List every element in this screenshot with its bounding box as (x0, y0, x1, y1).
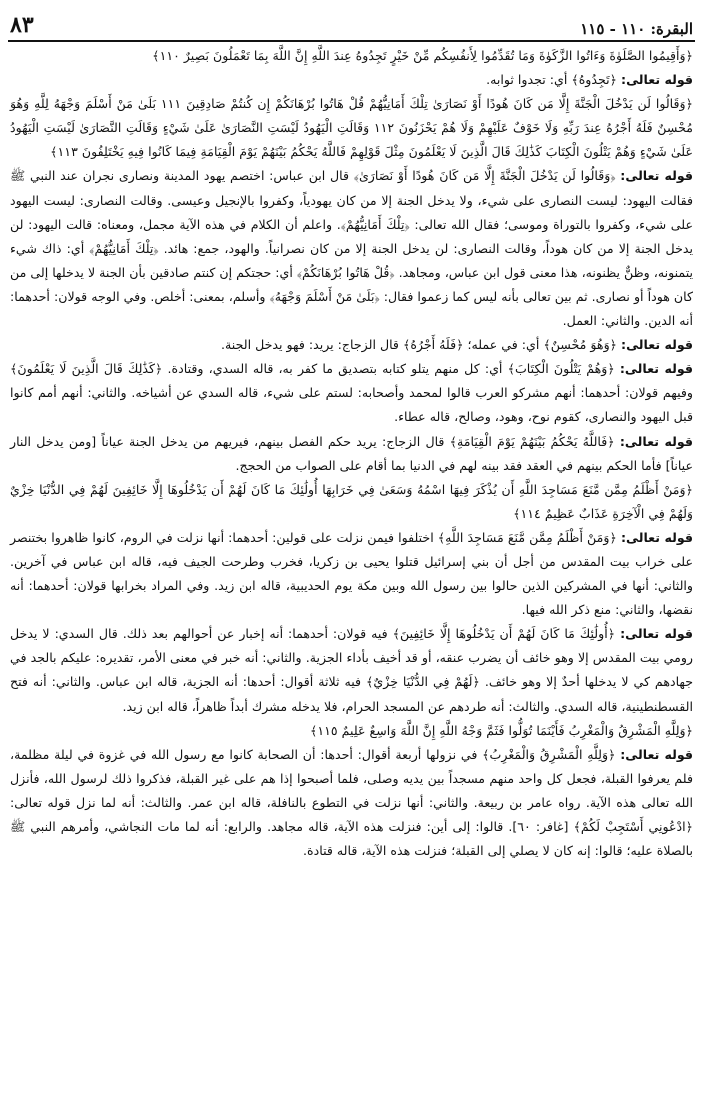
page-number: ٨٣ (10, 12, 34, 38)
running-title: البقرة: ١١٠ - ١١٥ (580, 20, 693, 38)
commentary-text: ﴿وَهُوَ مُحْسِنٌ﴾ أي: في عمله؛ ﴿فَلَهُ أَجْرُهُ﴾ قال الزجاج: يريد: فهو يدخل الجنة. (221, 337, 622, 353)
commentary-text: ﴿أُولَٰئِكَ مَا كَانَ لَهُمْ أَن يَدْخُلُوهَا إِلَّا خَائِفِينَ﴾ فيه قولان: أحدهما: أنه إخبار عن أحوالهم بعد ذلك. قال السدي: لا يدخل رومي بيت المقدس إلا وهو خائف أن يضرب عنقه، أو قد أخيف بأداء الجزية. والثاني: أنه خبر في معنى الأمر، تقديره: عليكم بالجد في جهادهم كي لا يدخلها أحدٌ إلا وهو خائف. ﴿لَهُمْ فِي الدُّنْيَا خِزْيٌ﴾ فيه ثلاثة أقوال: أحدها: أنه الجزية، قاله ابن عباس. والثاني: أنه فتح القسطنطينية، قاله السدي. والثالث: أنه طردهم عن المسجد الحرام، فلا يدخله مشرك أبداً ظاهراً، قاله ابن زيد. (10, 626, 693, 714)
quran-verse-block (10, 719, 693, 743)
quran-verse-block (10, 92, 693, 164)
commentary-paragraph (10, 357, 693, 429)
commentary-label: قوله تعالى: (619, 361, 693, 377)
verse-text: ﴿وَأَقِيمُوا الصَّلَوٰةَ وَءَاتُوا الزَّكَوٰةَ وَمَا تُقَدِّمُوا لِأَنفُسِكُم مِّنْ خَيْرٍ تَجِدُوهُ عِندَ اللَّهِ إِنَّ اللَّهَ بِمَا تَعْمَلُونَ بَصِيرٌ ١١٠﴾ (152, 48, 693, 63)
commentary-label: قوله تعالى: (619, 433, 693, 449)
commentary-paragraph (10, 622, 693, 718)
commentary-paragraph (10, 430, 693, 478)
commentary-text: ﴿وَمَنْ أَظْلَمُ مِمَّن مَّنَعَ مَسَاجِدَ اللَّهِ﴾ اختلفوا فيمن نزلت على قولين: أحدهما: أنها نزلت في الروم، كانوا ظاهروا بختنصر على خراب بيت المقدس من أجل أن بني إسرائيل قتلوا يحيى بن زكريا، فخرب وطرحت الجيف فيه، قاله ابن عباس في آخرين. والثاني: أنها في المشركين الذين حالوا بين رسول الله وبين مكة يوم الحديبية، قاله ابن زيد. وفي المراد بخرابها قولان: أحدهما: أنه نقضها، والثاني: منع ذكر الله فيها. (10, 529, 693, 618)
commentary-paragraph (10, 68, 693, 92)
commentary-text: ﴿وَقَالُوا لَن يَدْخُلَ الْجَنَّةَ إِلَّا مَن كَانَ هُودًا أَوْ نَصَارَىٰ﴾ قال ابن عباس: اختصم يهود المدينة ونصارى نجران عند النبي ﷺ فقالت اليهود: ليست النصارى على شيء، ولا يدخل الجنة إلا من كان يهودياً، وكفروا بالإنجيل وعيسى. وقالت النصارى: ليست اليهود على شيء، وكفروا بالتوراة وموسى؛ فقال الله تعالى: ﴿تِلْكَ أَمَانِيُّهُمْ﴾. واعلم أن الكلام في هذه الآية مجمل، ومعناه: قالت اليهود: لن يدخل الجنة إلا من كان هوداً، وقالت النصارى: لن يدخل الجنة إلا من كان نصرانياً. والهود، جمع: هائد. ﴿تِلْكَ أَمَانِيُّهُمْ﴾ أي: ذاك شيء يتمنونه، وظنٌّ يظنونه، هذا معنى قول ابن عباس، ومجاهد. ﴿قُلْ هَاتُوا بُرْهَانَكُمْ﴾ أي: حجتكم إن كنتم صادقين بأن الجنة لا يدخلها إلى من كان هوداً أو نصارى. ثم بين تعالى بأنه ليس كما زعموا فقال: ﴿بَلَىٰ مَنْ أَسْلَمَ وَجْهَهُ﴾ وأسلم، بمعنى: أخلص. وفي الوجه قولان: أحدهما: أنه الدين. والثاني: العمل. (10, 168, 693, 329)
commentary-label: قوله تعالى: (620, 529, 693, 545)
commentary-label: قوله تعالى: (620, 746, 693, 762)
commentary-paragraph (10, 526, 693, 622)
commentary-paragraph (10, 743, 693, 863)
page-header (8, 6, 695, 42)
verse-text: ﴿وَقَالُوا لَن يَدْخُلَ الْجَنَّةَ إِلَّا مَن كَانَ هُودًا أَوْ نَصَارَىٰ تِلْكَ أَمَانِيُّهُمْ قُلْ هَاتُوا بُرْهَانَكُمْ إِن كُنتُمْ صَادِقِينَ ١١١ بَلَىٰ مَنْ أَسْلَمَ وَجْهَهُ لِلَّهِ وَهُوَ مُحْسِنٌ فَلَهُ أَجْرُهُ عِندَ رَبِّهِ وَلَا خَوْفٌ عَلَيْهِمْ وَلَا هُمْ يَحْزَنُونَ ١١٢ وَقَالَتِ الْيَهُودُ لَيْسَتِ النَّصَارَىٰ عَلَىٰ شَيْءٍ وَقَالَتِ النَّصَارَىٰ لَيْسَتِ الْيَهُودُ عَلَىٰ شَيْءٍ وَهُمْ يَتْلُونَ الْكِتَابَ كَذَٰلِكَ قَالَ الَّذِينَ لَا يَعْلَمُونَ مِثْلَ قَوْلِهِمْ فَاللَّهُ يَحْكُمُ بَيْنَهُمْ يَوْمَ الْقِيَامَةِ فِيمَا كَانُوا فِيهِ يَخْتَلِفُونَ ١١٣﴾ (10, 96, 693, 160)
page-body (8, 42, 695, 1100)
commentary-label: قوله تعالى: (620, 626, 693, 642)
commentary-label: قوله تعالى: (621, 337, 693, 353)
verse-text: ﴿وَلِلَّهِ الْمَشْرِقُ وَالْمَغْرِبُ فَأَيْنَمَا تُوَلُّوا فَثَمَّ وَجْهُ اللَّهِ إِنَّ اللَّهَ وَاسِعٌ عَلِيمٌ ١١٥﴾ (309, 722, 693, 738)
commentary-paragraph (10, 333, 693, 357)
commentary-paragraph (10, 164, 693, 333)
verse-text: ﴿وَمَنْ أَظْلَمُ مِمَّن مَّنَعَ مَسَاجِدَ اللَّهِ أَن يُذْكَرَ فِيهَا اسْمُهُ وَسَعَىٰ فِي خَرَابِهَا أُولَٰئِكَ مَا كَانَ لَهُمْ أَن يَدْخُلُوهَا إِلَّا خَائِفِينَ لَهُمْ فِي الدُّنْيَا خِزْيٌ وَلَهُمْ فِي الْآخِرَةِ عَذَابٌ عَظِيمٌ ١١٤﴾ (10, 481, 693, 521)
commentary-text: ﴿وَهُمْ يَتْلُونَ الْكِتَابَ﴾ أي: كل منهم يتلو كتابه بتصديق ما كفر به، قاله السدي، وقتادة. ﴿كَذَٰلِكَ قَالَ الَّذِينَ لَا يَعْلَمُونَ﴾ وفيهم قولان: أحدهما: أنهم مشركو العرب قالوا لمحمد وأصحابه: لستم على شيء، قاله السدي عن أشياخه. والثاني: أنهم أمم كانوا قبل اليهود والنصارى، كقوم نوح، وهود، وصالح، قاله عطاء. (10, 361, 693, 425)
commentary-label: قوله تعالى: (621, 72, 693, 88)
quran-verse-block (10, 478, 693, 526)
commentary-text: ﴿تَجِدُوهُ﴾ أي: تجدوا ثوابه. (486, 72, 622, 88)
commentary-label: قوله تعالى: (620, 168, 693, 184)
commentary-text: ﴿وَلِلَّهِ الْمَشْرِقُ وَالْمَغْرِبُ﴾ في نزولها أربعة أقوال: أحدها: أن الصحابة كانوا مع رسول الله في غزوة في ليلة مظلمة، فلم يعرفوا القبلة، فجعل كل واحد منهم مسجداً بين يديه وصلى، فلما أصبحوا إذا هم على غير القبلة، فذكروا ذلك لرسول الله، فأنزل الله تعالى هذه الآية. رواه عامر بن ربيعة. والثاني: أنها نزلت في التطوع بالنافلة، قاله ابن عمر. والثالث: أنه لما نزل قوله تعالى: ﴿ادْعُونِي أَسْتَجِبْ لَكُمْ﴾ [غافر: ٦٠]. قالوا: إلى أين: فنزلت هذه الآية، قاله مجاهد. والرابع: أنه لما مات النجاشي، وأمرهم النبي ﷺ بالصلاة عليه؛ قالوا: إنه كان لا يصلي إلى القبلة؛ فنزلت هذه الآية، قاله قتادة. (10, 746, 693, 859)
quran-verse-block (10, 44, 693, 68)
commentary-text: ﴿فَاللَّهُ يَحْكُمُ بَيْنَهُمْ يَوْمَ الْقِيَامَةِ﴾ قال الزجاج: يريد حكم الفصل بينهم، فيريهم من يدخل الجنة عياناً [ومن يدخل النار عياناً] فأما الحكم بينهم في العقد فقد بينه لهم في الدنيا بما أقام على الصواب من الحجج. (10, 433, 693, 473)
